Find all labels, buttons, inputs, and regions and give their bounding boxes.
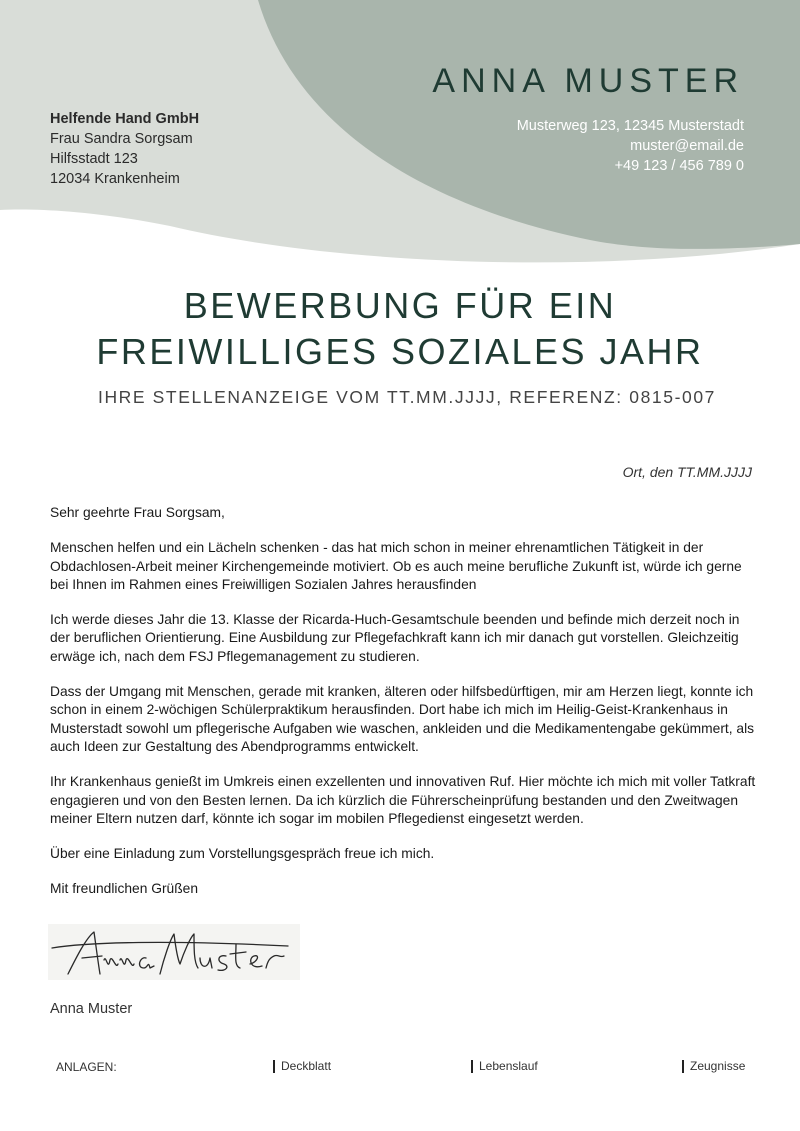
attachments-row <box>56 1060 746 1076</box>
attachment-item: Lebenslauf <box>471 1060 538 1073</box>
sender-email: muster@email.de <box>630 138 744 154</box>
sender-phone: +49 123 / 456 789 0 <box>614 158 744 174</box>
paragraph: Ihr Krankenhaus genießt im Umkreis einen exzellenten und innovativen Ruf. Hier möchte ich mich mit voller Tatkraft engagieren und von den Besten lernen. Da ich kürzlich die Führerscheinprüfung bestanden und den Zweitwagen meiner Eltern nutzen darf, könnte ich sogar im mobilen Pflegedienst eingesetzt werden. <box>50 774 756 826</box>
attachment-item: Deckblatt <box>273 1060 331 1073</box>
recipient-contact: Frau Sandra Sorgsam <box>50 131 193 147</box>
letter-body <box>50 504 760 916</box>
handwritten-signature <box>48 924 300 980</box>
attachment-item: Zeugnisse <box>682 1060 745 1073</box>
signature-backdrop <box>48 924 300 980</box>
place-date: Ort, den TT.MM.JJJJ <box>622 464 752 480</box>
closing: Mit freundlichen Grüßen <box>50 881 198 897</box>
reference-subtitle: IHRE STELLENANZEIGE VOM TT.MM.JJJJ, REFERENZ: 0815-007 <box>97 387 716 407</box>
sender-contact-block <box>517 116 744 176</box>
paragraph: Menschen helfen und ein Lächeln schenken - das hat mich schon in meiner ehrenamtlichen Tätigkeit in der Obdachlosen-Arbeit meiner Kirchengemeinde motiviert. Ob es auch meine berufliche Zukunft ist, würde ich gerne bei Ihnen im Rahmen eines Freiwilligen Sozialen Jahres herausfinden <box>50 540 742 592</box>
recipient-street: Hilfsstadt 123 <box>50 151 138 167</box>
salutation: Sehr geehrte Frau Sorgsam, <box>50 505 225 520</box>
recipient-company: Helfende Hand GmbH <box>50 111 200 127</box>
recipient-city: 12034 Krankenheim <box>50 171 180 187</box>
recipient-address-block <box>50 109 199 189</box>
printed-signature-name: Anna Muster <box>50 1001 133 1017</box>
paragraph: Ich werde dieses Jahr die 13. Klasse der Ricarda-Huch-Gesamtschule beenden und befinde mich derzeit noch in der beruflichen Orientierung. Eine Ausbildung zur Pflegefachkraft kann ich mir danach gut vorstellen. Gleichzeitig erwäge ich, nach dem FSJ Pflegemanagement zu studieren. <box>50 612 740 664</box>
paragraph: Über eine Einladung zum Vorstellungsgespräch freue ich mich. <box>50 846 435 862</box>
title-line-1: BEWERBUNG FÜR EIN <box>183 285 617 326</box>
title-line-2: FREIWILLIGES SOZIALES JAHR <box>96 331 704 372</box>
sender-address: Musterweg 123, 12345 Musterstadt <box>516 118 744 134</box>
attachments-label: ANLAGEN: <box>56 1060 117 1074</box>
sender-name: ANNA MUSTER <box>432 62 744 100</box>
document-title <box>0 283 800 375</box>
paragraph: Dass der Umgang mit Menschen, gerade mit kranken, älteren oder hilfsbedürftigen, mir am Herzen liegt, konnte ich schon in einem 2-wöchigen Schülerpraktikum herausfinden. Dort habe ich mich im Heilig-Geist-Krankenhaus in Musterstadt sowohl um pflegerische Aufgaben wie waschen, ankleiden und die Medikamentengabe gekümmert, als auch Ideen zur Gestaltung des Abendprogramms entwickelt. <box>50 684 755 754</box>
